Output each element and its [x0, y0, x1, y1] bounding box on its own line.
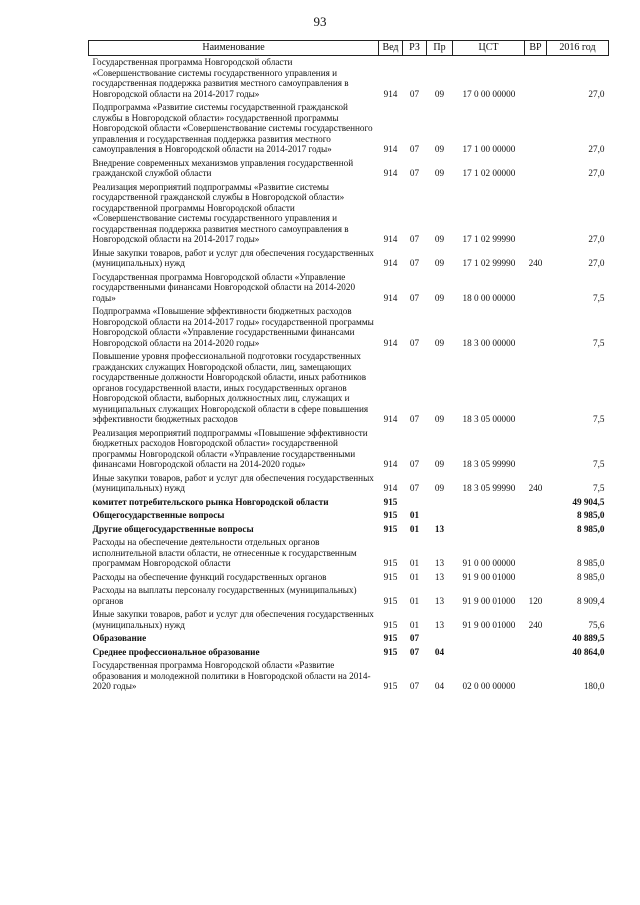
header-pr: Пр [427, 41, 453, 56]
row-cst [453, 632, 525, 646]
table-row [89, 584, 609, 608]
row-vr [525, 523, 547, 537]
row-vr: 120 [528, 595, 543, 606]
table-row [89, 101, 609, 157]
row-ved: 915 [383, 646, 398, 657]
row-pr: 09 [434, 168, 445, 178]
row-name: Другие общегосударственные вопросы [92, 523, 254, 534]
row-pr [427, 509, 453, 523]
row-amount: 40 864,0 [572, 646, 605, 657]
row-ved: 915 [383, 681, 398, 691]
row-name: Государственная программа Новгородской области «Совершенствование системы государственного управления и государственная поддержка развития местного самоуправления в Новгородской области на 2014-2017 годы» [92, 57, 349, 99]
row-vr [525, 101, 547, 157]
row-vr [525, 632, 547, 646]
row-ved: 914 [383, 234, 398, 244]
row-cst: 18 0 00 00000 [462, 292, 516, 303]
row-vr [525, 427, 547, 472]
row-amount: 8 985,0 [576, 523, 605, 534]
row-name: Общегосударственные вопросы [92, 510, 225, 520]
row-vr [525, 56, 547, 102]
row-amount: 8 985,0 [576, 558, 605, 568]
row-pr: 13 [434, 523, 445, 534]
row-amount: 7,5 [593, 483, 605, 493]
row-amount: 8 909,4 [576, 595, 605, 606]
row-rz: 07 [409, 168, 420, 178]
row-rz: 07 [409, 483, 420, 493]
row-rz: 07 [409, 337, 420, 348]
row-name: Среднее профессиональное образование [92, 646, 260, 657]
row-cst: 91 0 00 00000 [462, 558, 516, 568]
row-rz: 01 [409, 558, 420, 568]
row-pr: 13 [434, 571, 445, 582]
row-ved: 914 [383, 337, 398, 348]
row-cst: 17 1 02 99990 [462, 234, 516, 244]
row-name: Внедрение современных механизмов управления государственной гражданской службой области [92, 157, 354, 178]
row-cst [453, 646, 525, 660]
row-amount: 27,0 [588, 168, 605, 178]
row-rz: 07 [409, 633, 420, 643]
row-rz: 01 [409, 510, 420, 520]
row-ved: 915 [383, 523, 398, 534]
row-vr: 240 [528, 619, 543, 630]
table-row [89, 247, 609, 271]
row-amount: 49 904,5 [572, 496, 605, 507]
row-vr [525, 157, 547, 181]
row-vr [525, 496, 547, 510]
row-cst: 17 1 00 00000 [462, 144, 516, 154]
row-ved: 915 [383, 558, 398, 568]
row-name: Иные закупки товаров, работ и услуг для обеспечения государственных (муниципальных) нужд [92, 609, 374, 630]
row-cst: 17 1 02 00000 [462, 168, 516, 178]
row-ved: 914 [383, 168, 398, 178]
table-row [89, 157, 609, 181]
row-name: Повышение уровня профессиональной подготовки государственных гражданских служащих Новгородской области, лиц, замещающих государственные должности Новгородской области, иных работников органов государственной власти, иных государственных органов Новгородской области, выборных должностных лиц, служащих и муниципальных служащих Новгородской области в сфере повышения эффективности бюджетных расходов [92, 351, 369, 424]
table-row [89, 271, 609, 306]
row-ved: 914 [383, 258, 398, 268]
row-pr: 09 [434, 292, 445, 303]
header-ved: Вед [379, 41, 403, 56]
row-pr: 09 [434, 144, 445, 154]
row-rz: 01 [409, 571, 420, 582]
row-name: Государственная программа Новгородской области «Управление государственными финансами Новгородской области на 2014-2020 годы» [92, 271, 356, 303]
row-cst: 18 3 05 99990 [462, 483, 516, 493]
row-rz: 07 [409, 144, 420, 154]
row-cst: 91 9 00 01000 [462, 571, 516, 582]
row-amount: 27,0 [588, 258, 605, 268]
table-header-row [89, 41, 609, 56]
row-amount: 27,0 [588, 88, 605, 99]
table-row [89, 350, 609, 427]
row-name: Образование [92, 633, 147, 643]
row-rz: 07 [409, 681, 420, 691]
row-amount: 7,5 [593, 337, 605, 348]
row-cst: 18 3 05 00000 [462, 414, 516, 424]
table-row [89, 472, 609, 496]
row-name: Подпрограмма «Развитие системы государственной гражданской службы в Новгородской области» государственной программы Новгородской области «Совершенствование системы государственного управления и государственная поддержка развития местного самоуправления в Новгородской области на 2014-2017 годы» [92, 102, 373, 154]
row-pr: 09 [434, 337, 445, 348]
row-amount: 27,0 [588, 144, 605, 154]
table-row [89, 659, 609, 694]
table-body [89, 56, 609, 694]
row-amount: 8 985,0 [576, 510, 605, 520]
row-ved: 914 [383, 459, 398, 469]
row-name: Расходы на обеспечение деятельности отдельных органов исполнительной власти области, не отнесенные к государственным программам Новгородской области [92, 537, 357, 568]
row-cst: 91 9 00 01000 [462, 595, 516, 606]
row-amount: 180,0 [583, 681, 605, 691]
row-amount: 75,6 [588, 619, 605, 630]
row-ved: 915 [383, 619, 398, 630]
row-cst: 17 1 02 99990 [462, 258, 516, 268]
row-vr [525, 271, 547, 306]
row-amount: 7,5 [593, 459, 605, 469]
table-row [89, 509, 609, 523]
row-ved: 914 [383, 292, 398, 303]
row-name: Государственная программа Новгородской области «Развитие образования и молодежной политики в Новгородской области на 2014-2020 годы» [92, 660, 371, 691]
row-cst: 02 0 00 00000 [462, 681, 516, 691]
row-vr [525, 305, 547, 350]
row-pr: 09 [434, 459, 445, 469]
row-ved: 914 [383, 144, 398, 154]
row-rz: 07 [409, 292, 420, 303]
row-vr [525, 659, 547, 694]
row-name: Расходы на обеспечение функций государственных органов [92, 571, 327, 582]
table-row [89, 427, 609, 472]
header-vr: ВР [525, 41, 547, 56]
header-cst: ЦСТ [453, 41, 525, 56]
row-cst [453, 496, 525, 510]
row-rz: 01 [409, 523, 420, 534]
row-rz: 07 [409, 459, 420, 469]
row-name: Реализация мероприятий подпрограммы «Повышение эффективности бюджетных расходов Новгородской области» государственной программы Новгородской области «Управление государственными финансами Новгородской области на 2014-2020 годы» [92, 427, 368, 469]
row-name: Иные закупки товаров, работ и услуг для обеспечения государственных (муниципальных) нужд [92, 247, 374, 268]
row-amount: 7,5 [593, 414, 605, 424]
row-rz: 07 [409, 414, 420, 424]
row-rz: 01 [409, 595, 420, 606]
row-ved: 915 [383, 571, 398, 582]
row-amount: 7,5 [593, 292, 605, 303]
table-row [89, 536, 609, 571]
table-row [89, 305, 609, 350]
row-vr: 240 [528, 258, 543, 268]
row-pr: 13 [434, 595, 445, 606]
table-row [89, 56, 609, 102]
row-name: Расходы на выплаты персоналу государственных (муниципальных) органов [92, 585, 357, 606]
table-row [89, 181, 609, 247]
row-cst: 18 3 00 00000 [462, 337, 516, 348]
row-cst [453, 523, 525, 537]
row-cst [453, 509, 525, 523]
row-pr: 04 [434, 681, 445, 691]
table-row [89, 523, 609, 537]
page-number: 93 [313, 14, 327, 29]
row-ved: 914 [383, 88, 398, 99]
row-ved: 915 [383, 510, 398, 520]
row-amount: 8 985,0 [576, 571, 605, 582]
row-vr [525, 509, 547, 523]
table-row [89, 496, 609, 510]
row-rz: 01 [409, 619, 420, 630]
row-pr: 09 [434, 483, 445, 493]
row-vr: 240 [528, 483, 543, 493]
row-amount: 27,0 [588, 234, 605, 244]
row-ved: 914 [383, 483, 398, 493]
row-ved: 915 [383, 595, 398, 606]
header-name: Наименование [89, 41, 379, 56]
row-pr: 04 [434, 646, 445, 657]
table-row [89, 632, 609, 646]
table-row [89, 608, 609, 632]
row-pr: 13 [434, 558, 445, 568]
row-vr [525, 536, 547, 571]
row-name: Реализация мероприятий подпрограммы «Развитие системы государственной гражданской службы в Новгородской области» государственной программы Новгородской области «Совершенствование системы государственного управления и государственная поддержка развития местного самоуправления в Новгородской области на 2014-2017 годы» [92, 181, 349, 244]
row-vr [525, 571, 547, 585]
row-ved: 915 [383, 496, 398, 507]
row-pr: 09 [434, 88, 445, 99]
budget-table [88, 40, 609, 694]
row-pr [427, 496, 453, 510]
row-name: комитет потребительского рынка Новгородской области [92, 496, 329, 507]
row-pr: 09 [434, 234, 445, 244]
row-rz: 07 [409, 234, 420, 244]
row-rz: 07 [409, 646, 420, 657]
row-cst: 91 9 00 01000 [462, 619, 516, 630]
row-amount: 40 889,5 [572, 633, 605, 643]
table-row [89, 571, 609, 585]
row-pr [427, 632, 453, 646]
row-rz: 07 [409, 258, 420, 268]
row-pr: 09 [434, 258, 445, 268]
row-pr: 09 [434, 414, 445, 424]
row-cst: 18 3 05 99990 [462, 459, 516, 469]
header-year: 2016 год [547, 41, 609, 56]
row-name: Подпрограмма «Повышение эффективности бюджетных расходов Новгородской области на 2014-2017 годы» государственной программы Новгородской области «Управление государственными финансами Новгородской области на 2014-2020 годы» [92, 306, 374, 348]
row-pr: 13 [434, 619, 445, 630]
header-rz: РЗ [403, 41, 427, 56]
row-ved: 914 [383, 414, 398, 424]
row-cst: 17 0 00 00000 [462, 88, 516, 99]
row-ved: 915 [383, 633, 398, 643]
row-vr [525, 646, 547, 660]
row-vr [525, 181, 547, 247]
row-name: Иные закупки товаров, работ и услуг для обеспечения государственных (муниципальных) нужд [92, 472, 374, 493]
row-rz: 07 [409, 88, 420, 99]
row-rz [403, 496, 427, 510]
row-vr [525, 350, 547, 427]
table-row [89, 646, 609, 660]
